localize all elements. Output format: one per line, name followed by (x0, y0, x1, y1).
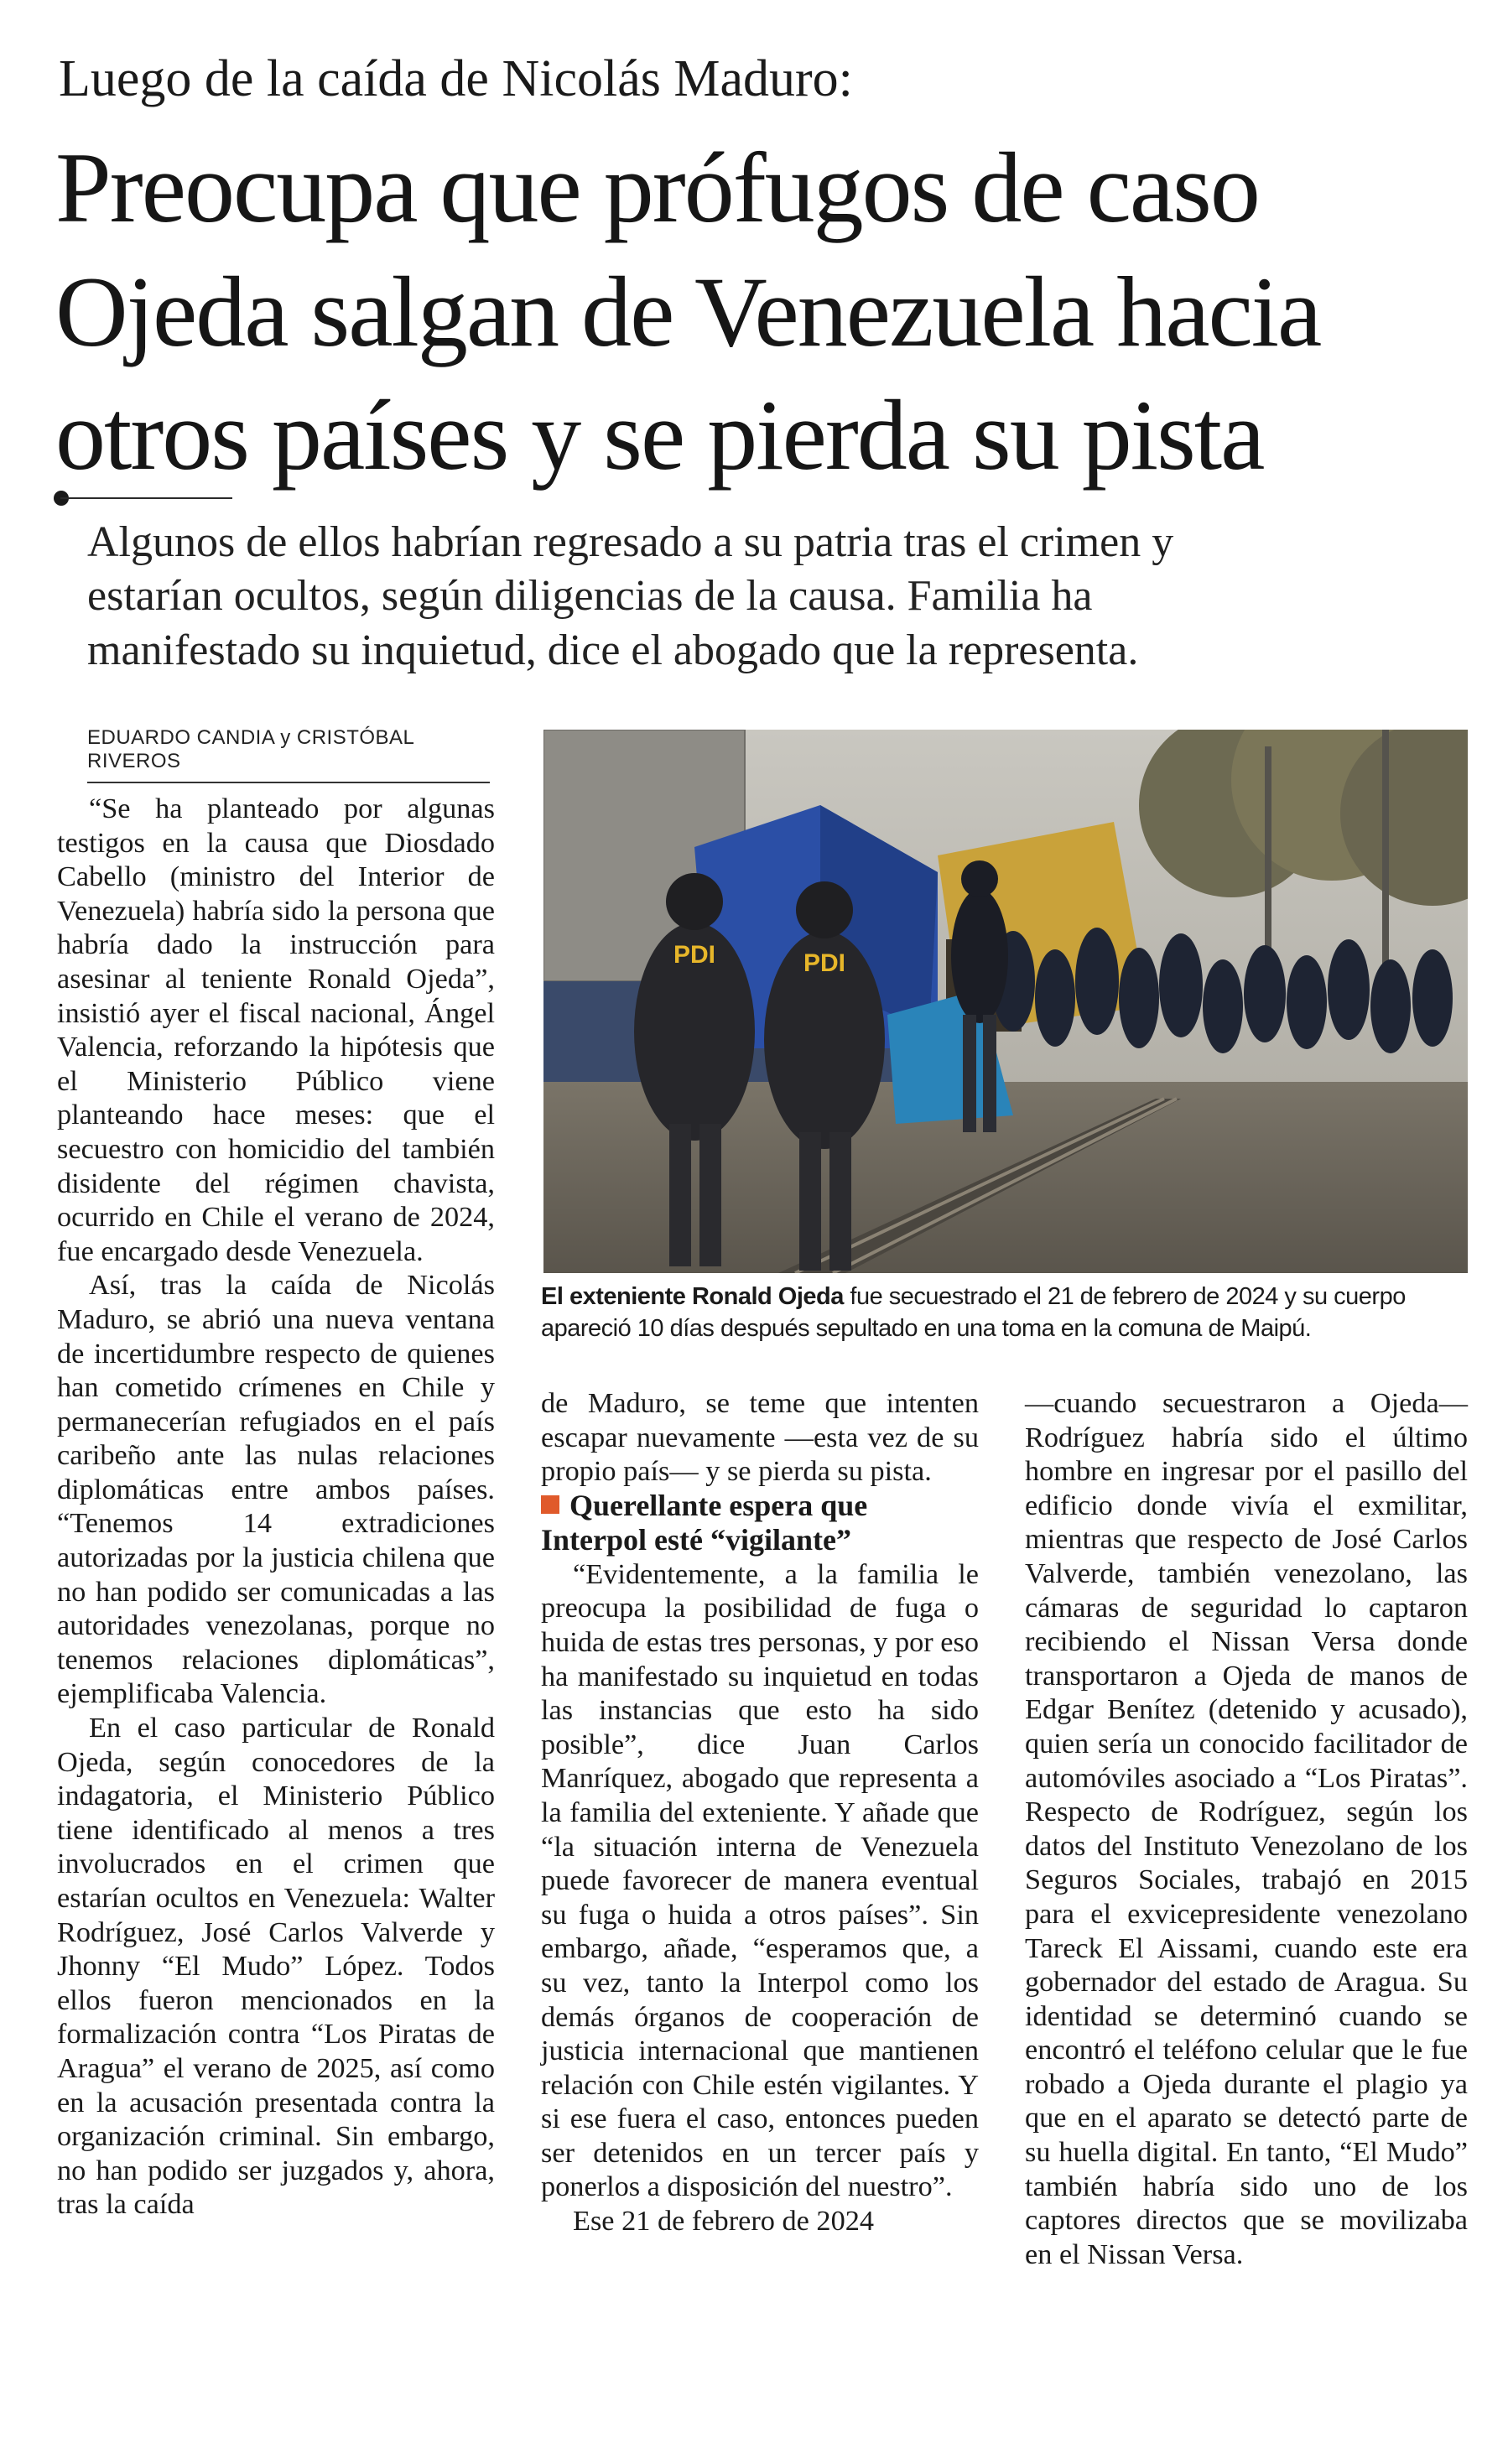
headline-line-2: Ojeda salgan de Venezuela hacia (55, 255, 1321, 367)
caption-lead: El exteniente Ronald Ojeda (541, 1283, 844, 1310)
paragraph: —cuando secuestraron a Ojeda— Rodríguez habría sido el último hombre en ingresar por el pasillo del edificio donde vivía el exmilitar, mientras que respecto de José Carlos Valverde, también venezolano, las cámaras de seguridad lo captaron recibiendo el Nissan Versa donde transportaron a Ojeda de manos de Edgar Benítez (detenido y acusado), quien sería un conocido facilitador de automóviles asociado a “Los Piratas”. Respecto de Rodríguez, según los datos del Instituto Venezolano de los Seguros Sociales, trabajó en 2015 para el exvicepresidente venezolano Tareck El Aissami, cuando este era gobernador del estado de Aragua. Su identidad se determinó cuando se encontró el teléfono celular que le fue robado a Ojeda durante el plagio ya que en el aparato se detectó parte de su huella digital. En tanto, “El Mudo” también habría sido uno de los captores directos que se movilizaba en el Nissan Versa. (1025, 1387, 1468, 2270)
body-column-3 (1025, 1386, 1468, 2271)
subhead (541, 1489, 979, 1557)
headline (55, 126, 1464, 497)
kicker: Luego de la caída de Nicolás Maduro: (59, 50, 853, 107)
headline-line-3: otros países y se pierda su pista (55, 379, 1264, 491)
paragraph: “Se ha planteado por algunas testigos en la causa que Diosdado Cabello (ministro del Interior de Venezuela) habría sido la persona que habría dado la instrucción para asesinar al teniente Ronald Ojeda”, insistió ayer el fiscal nacional, Ángel Valencia, reforzando la hipótesis que el Ministerio Público viene planteando hace meses: que el secuestro con homicidio del también disidente del régimen chavista, ocurrido en Chile el verano de 2024, fue encargado desde Venezuela. (57, 793, 495, 1267)
deck-line-2: estarían ocultos, según diligencias de la causa. Familia ha (87, 572, 1093, 621)
vest-label-left: PDI (673, 941, 716, 969)
paragraph: En el caso particular de Ronald Ojeda, según conocedores de la indagatoria, el Ministerio Público tiene identificado al menos a tres involucrados en el crimen que estarían ocultos en Venezuela: Walter Rodríguez, José Carlos Valverde y Jhonny “El Mudo” López. Todos ellos fueron mencionados en la formalización contra “Los Piratas de Aragua” el verano de 2025, así como en la acusación presentada contra la organización criminal. Sin embargo, no han podido ser juzgados y, ahora, tras la caída (57, 1712, 495, 2221)
subhead-text: Querellante espera que Interpol esté “vigilante” (541, 1488, 868, 1557)
body-column-1 (57, 792, 495, 2222)
headline-line-1: Preocupa que prófugos de caso (55, 132, 1259, 243)
deck (87, 516, 1463, 678)
paragraph: Ese 21 de febrero de 2024 (573, 2205, 875, 2238)
photo-caption (541, 1281, 1472, 1345)
byline: EDUARDO CANDIA y CRISTÓBAL RIVEROS (87, 726, 490, 783)
square-bullet-icon (541, 1495, 559, 1514)
deck-rule (60, 497, 232, 499)
news-photo (543, 730, 1468, 1273)
vest-label-right: PDI (803, 949, 846, 977)
photo-illustration (543, 730, 1468, 1273)
deck-line-1: Algunos de ellos habrían regresado a su patria tras el crimen y (87, 518, 1174, 566)
body-column-2 (541, 1386, 979, 2238)
paragraph: “Evidentemente, a la familia le preocupa la posibilidad de fuga o huida de estas tres personas, y por eso ha manifestado su inquietud en todas las instancias que esto ha sido posible”, dice Juan Carlos Manríquez, abogado que representa a la familia del exteniente. Y añade que “la situación interna de Venezuela puede favorecer de manera eventual su fuga o huida a otros países”. Sin embargo, añade, “esperamos que, a su vez, tanto la Interpol como los demás órganos de cooperación de justicia internacional que mantienen relación con Chile estén vigilantes. Y si ese fuera el caso, entonces pueden ser detenidos en un tercer país y ponerlos a disposición del nuestro”. (541, 1557, 979, 2203)
paragraph: de Maduro, se teme que intenten escapar nuevamente —esta vez de su propio país— y se pierda su pista. (541, 1387, 979, 1488)
paragraph: Así, tras la caída de Nicolás Maduro, se abrió una nueva ventana de incertidumbre respecto de quienes han cometido crímenes en Chile y permanecerían refugiados en el país caribeño ante las nulas relaciones diplomáticas entre ambos países. “Tenemos 14 extradiciones autorizadas por la justicia chilena que no han podido ser comunicadas a las autoridades venezolanas, porque no tenemos relaciones diplomáticas”, ejemplificaba Valencia. (57, 1269, 495, 1710)
caption-text: fue secuestrado el 21 de febrero de 2024 y su cuerpo apareció 10 días después sepultado en una toma en la comuna de Maipú. (541, 1283, 1406, 1343)
deck-line-3: manifestado su inquietud, dice el abogado que la representa. (87, 626, 1139, 674)
